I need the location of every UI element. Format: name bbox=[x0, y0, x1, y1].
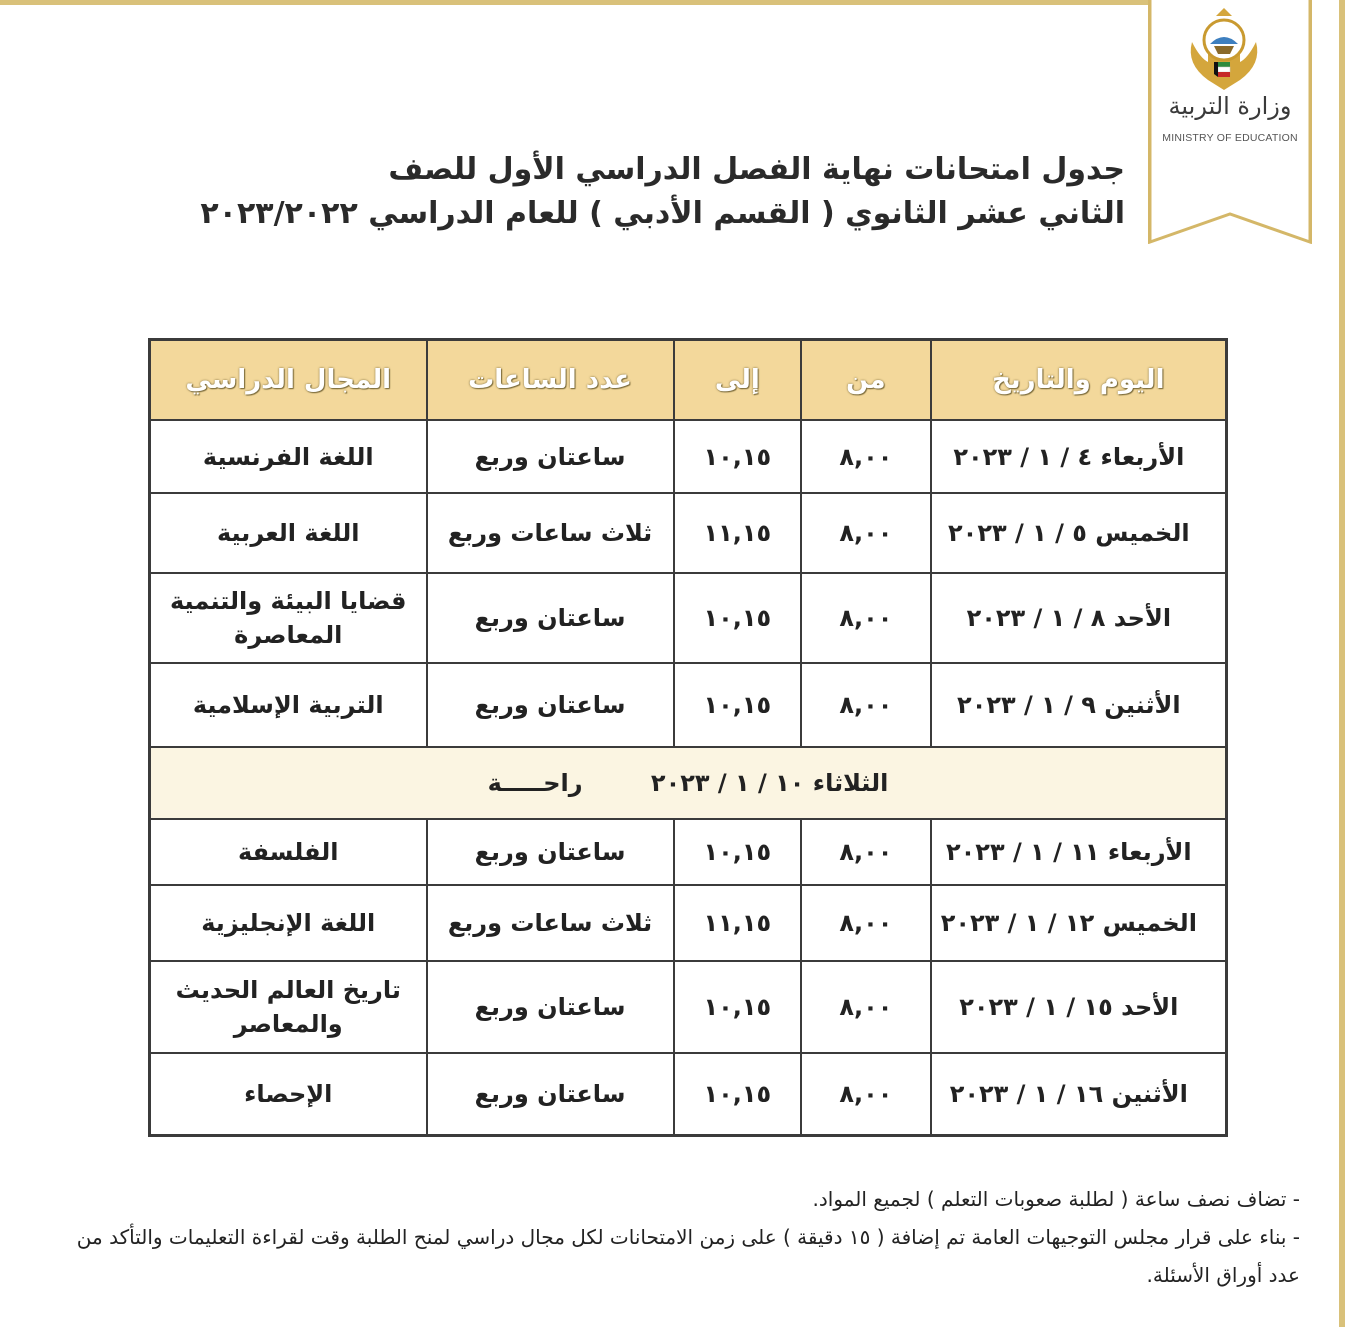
gold-frame-top bbox=[0, 0, 1150, 5]
header-day-date: اليوم والتاريخ bbox=[931, 340, 1227, 421]
field-cell: اللغة العربية bbox=[150, 493, 427, 573]
table-row bbox=[150, 663, 1227, 747]
to-cell: ١٠,١٥ bbox=[674, 1053, 802, 1135]
to-cell: ١٠,١٥ bbox=[674, 961, 802, 1053]
field-cell: الإحصاء bbox=[150, 1053, 427, 1135]
from-cell: ٨,٠٠ bbox=[801, 819, 930, 885]
to-cell: ١٠,١٥ bbox=[674, 573, 802, 663]
from-cell: ٨,٠٠ bbox=[801, 1053, 930, 1135]
exam-schedule-table bbox=[148, 338, 1228, 1137]
hours-cell: ساعتان وربع bbox=[427, 819, 674, 885]
from-cell: ٨,٠٠ bbox=[801, 663, 930, 747]
table-row bbox=[150, 961, 1227, 1053]
field-cell: تاريخ العالم الحديث والمعاصر bbox=[150, 961, 427, 1053]
rest-day-label: راحـــــة bbox=[487, 769, 583, 797]
field-cell: التربية الإسلامية bbox=[150, 663, 427, 747]
table-row bbox=[150, 420, 1227, 493]
table-row bbox=[150, 819, 1227, 885]
field-cell: قضايا البيئة والتنمية المعاصرة bbox=[150, 573, 427, 663]
date-cell: الخميس ٥ / ١ / ٢٠٢٣ bbox=[931, 493, 1227, 573]
hours-cell: ثلاث ساعات وربع bbox=[427, 885, 674, 961]
gold-frame-right bbox=[1339, 0, 1345, 1327]
header-hours: عدد الساعات bbox=[427, 340, 674, 421]
date-cell: الأثنين ١٦ / ١ / ٢٠٢٣ bbox=[931, 1053, 1227, 1135]
table-row bbox=[150, 493, 1227, 573]
from-cell: ٨,٠٠ bbox=[801, 885, 930, 961]
ministry-name-en: MINISTRY OF EDUCATION bbox=[1162, 132, 1298, 144]
table-row bbox=[150, 885, 1227, 961]
notes-section bbox=[40, 1180, 1300, 1294]
from-cell: ٨,٠٠ bbox=[801, 961, 930, 1053]
note-1: - تضاف نصف ساعة ( لطلبة صعوبات التعلم ) لجميع المواد. bbox=[812, 1187, 1300, 1211]
from-cell: ٨,٠٠ bbox=[801, 420, 930, 493]
date-cell: الأربعاء ١١ / ١ / ٢٠٢٣ bbox=[931, 819, 1227, 885]
hours-cell: ساعتان وربع bbox=[427, 420, 674, 493]
date-cell: الأحد ٨ / ١ / ٢٠٢٣ bbox=[931, 573, 1227, 663]
date-cell: الخميس ١٢ / ١ / ٢٠٢٣ bbox=[931, 885, 1227, 961]
to-cell: ١٠,١٥ bbox=[674, 663, 802, 747]
hours-cell: ساعتان وربع bbox=[427, 573, 674, 663]
note-2: - بناء على قرار مجلس التوجيهات العامة تم إضافة ( ١٥ دقيقة ) على زمن الامتحانات لكل مجال دراسي لمنح الطلبة وقت لقراءة التعليمات والتأكد من عدد أوراق الأسئلة. bbox=[76, 1225, 1300, 1287]
field-cell: اللغة الإنجليزية bbox=[150, 885, 427, 961]
hours-cell: ساعتان وربع bbox=[427, 663, 674, 747]
date-cell: الأحد ١٥ / ١ / ٢٠٢٣ bbox=[931, 961, 1227, 1053]
to-cell: ١١,١٥ bbox=[674, 493, 802, 573]
field-cell: الفلسفة bbox=[150, 819, 427, 885]
to-cell: ١٠,١٥ bbox=[674, 819, 802, 885]
hours-cell: ساعتان وربع bbox=[427, 961, 674, 1053]
page-title bbox=[200, 148, 1125, 236]
title-line-1: جدول امتحانات نهاية الفصل الدراسي الأول للصف bbox=[388, 152, 1125, 187]
table-header-row bbox=[150, 340, 1227, 421]
title-line-2: الثاني عشر الثانوي ( القسم الأدبي ) للعام الدراسي ٢٠٢٣/٢٠٢٢ bbox=[200, 196, 1125, 231]
ministry-name-ar: وزارة التربية bbox=[1168, 92, 1292, 120]
rest-day-date: الثلاثاء ١٠ / ١ / ٢٠٢٣ bbox=[650, 769, 889, 797]
header-field: المجال الدراسي bbox=[150, 340, 427, 421]
kuwait-emblem-icon bbox=[1178, 2, 1270, 94]
from-cell: ٨,٠٠ bbox=[801, 493, 930, 573]
date-cell: الأربعاء ٤ / ١ / ٢٠٢٣ bbox=[931, 420, 1227, 493]
from-cell: ٨,٠٠ bbox=[801, 573, 930, 663]
date-cell: الأثنين ٩ / ١ / ٢٠٢٣ bbox=[931, 663, 1227, 747]
rest-day-row bbox=[150, 747, 1227, 819]
table-row bbox=[150, 573, 1227, 663]
hours-cell: ساعتان وربع bbox=[427, 1053, 674, 1135]
rest-day-cell bbox=[150, 747, 1227, 819]
header-from: من bbox=[801, 340, 930, 421]
hours-cell: ثلاث ساعات وربع bbox=[427, 493, 674, 573]
table-row bbox=[150, 1053, 1227, 1135]
to-cell: ١١,١٥ bbox=[674, 885, 802, 961]
to-cell: ١٠,١٥ bbox=[674, 420, 802, 493]
header-to: إلى bbox=[674, 340, 802, 421]
field-cell: اللغة الفرنسية bbox=[150, 420, 427, 493]
